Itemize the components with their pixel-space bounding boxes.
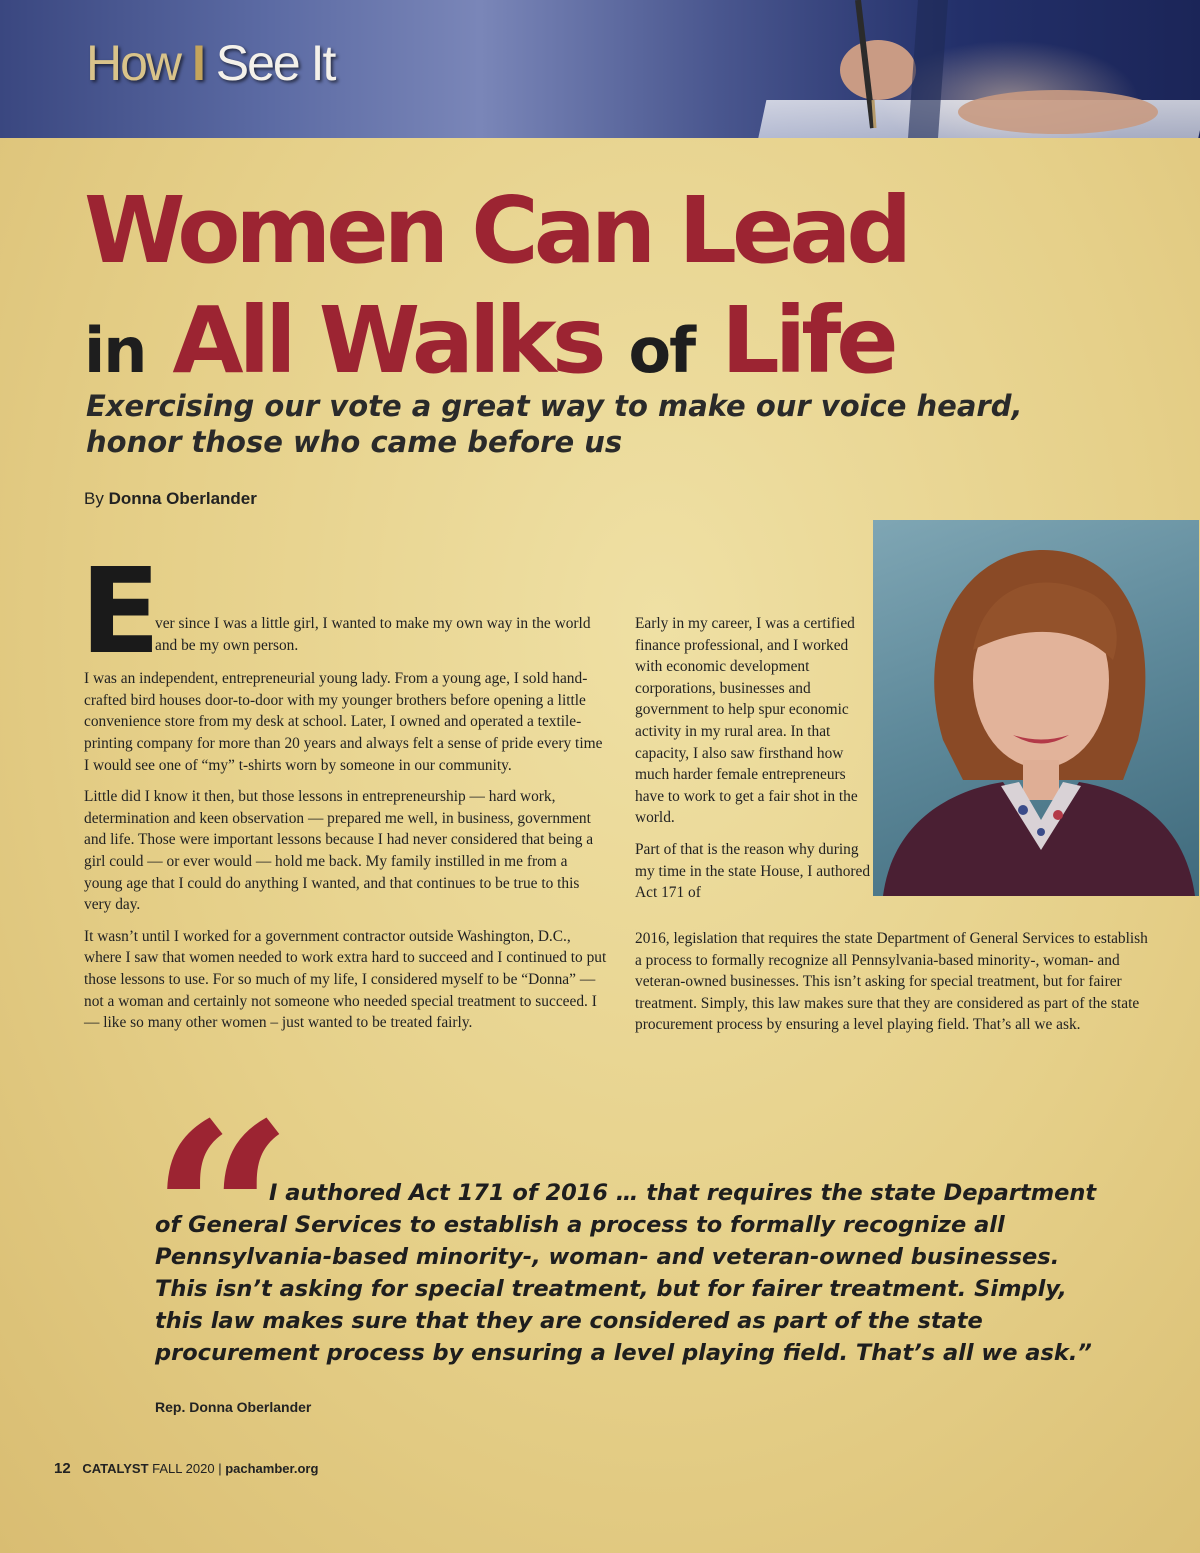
page-footer — [54, 1460, 318, 1477]
article-paragraph: ver since I was a little girl, I wanted to make my own way in the world and be my own person. — [155, 615, 591, 654]
headline-word-in: in — [84, 314, 146, 387]
byline-author: Donna Oberlander — [108, 489, 257, 508]
article-paragraph: It wasn’t until I worked for a government contractor outside Washington, D.C., where I saw that women needed to work extra hard to succeed and I continued to put those lessons to use. For so much of my life, I considered myself to be “Donna” — not a woman and certainly not someone who needed special treatment to succeed. I — like so many other women – just wanted to be treated fairly. — [84, 927, 607, 1032]
hand-with-pen-icon — [828, 0, 1188, 138]
portrait-illustration — [873, 520, 1199, 896]
pullquote-mark: “ — [150, 1068, 294, 1362]
pullquote-first-line: I authored Act 171 of 2016 … that requires the state Department — [269, 1180, 1097, 1206]
drop-cap: E — [80, 542, 161, 680]
byline-prefix: By — [84, 489, 104, 508]
article-paragraph: 2016, legislation that requires the state Department of General Services to establish a process to formally recognize all Pennsylvania-based minority-, woman- and veteran-owned businesses. This isn’t asking for special treatment, but for fairer treatment. Simply, this law makes sure that they are considered as part of the state procurement process by ensuring a level playing field. That’s all we ask. — [635, 930, 1148, 1034]
pullquote-rest: of General Services to establish a process to formally recognize all Pennsylvania-based minority-, woman- and veteran-owned businesses. This isn’t asking for special treatment, but for fairer treatment. Simply, this law makes sure that they are considered as part of the state procurement process by ensuring a level playing field. That’s all we ask.” — [155, 1212, 1092, 1366]
headline-word-of: of — [628, 314, 695, 387]
footer-separator: | — [218, 1461, 222, 1476]
magazine-name: CATALYST — [82, 1461, 149, 1476]
article-paragraph: Early in my career, I was a certified finance professional, and I worked with economic development corporations, businesses and government to help spur economic activity in my rural area. In that capacity, I also saw firsthand how much harder female entrepreneurs have to work to get a fair shot in the world. — [635, 615, 858, 827]
page-number: 12 — [54, 1460, 71, 1477]
section-title-see-it: See It — [215, 35, 335, 91]
headline-word-life: Life — [721, 287, 894, 394]
article-column-right-bottom — [635, 928, 1155, 1046]
article-column-left — [84, 613, 609, 1044]
subheadline-line2: honor those who came before us — [86, 425, 623, 459]
headline-line1: Women Can Lead — [84, 177, 908, 284]
article-paragraph: Little did I know it then, but those lessons in entrepreneurship — hard work, determination and keen observation — prepared me well, in business, government and life. Those were important lessons because I had never considered that being a girl could — or ever would — hold me back. My family instilled in me from a young age that I could do anything I wanted, and that continues to be true to this very day. — [84, 788, 594, 914]
headline-line2 — [84, 287, 894, 394]
subheadline-line1: Exercising our vote a great way to make our voice heard, — [86, 389, 1023, 423]
article-column-right-top — [635, 613, 875, 914]
issue-label: FALL 2020 — [152, 1461, 215, 1476]
headline-all-walks: All Walks — [172, 287, 602, 394]
article-paragraph: I was an independent, entrepreneurial young lady. From a young age, I sold hand-crafted bird houses door-to-door with my younger brothers before opening a little convenience store from my desk at school. Later, I owned and operated a textile-printing company for more than 20 years and always felt a sense of pride every time I would see one of “my” t-shirts worn by someone in our community. — [84, 670, 603, 774]
website-link[interactable]: pachamber.org — [225, 1461, 319, 1476]
section-title-i: I — [191, 35, 204, 91]
section-title — [86, 34, 334, 92]
pullquote-text — [155, 1177, 1115, 1369]
section-banner — [0, 0, 1200, 138]
pullquote-attribution: Rep. Donna Oberlander — [155, 1399, 312, 1415]
author-portrait-photo — [873, 520, 1199, 896]
subheadline — [86, 388, 1086, 460]
article-paragraph: Part of that is the reason why during my time in the state House, I authored Act 171 of — [635, 840, 871, 902]
section-title-how: How — [86, 35, 181, 91]
byline — [84, 489, 257, 509]
